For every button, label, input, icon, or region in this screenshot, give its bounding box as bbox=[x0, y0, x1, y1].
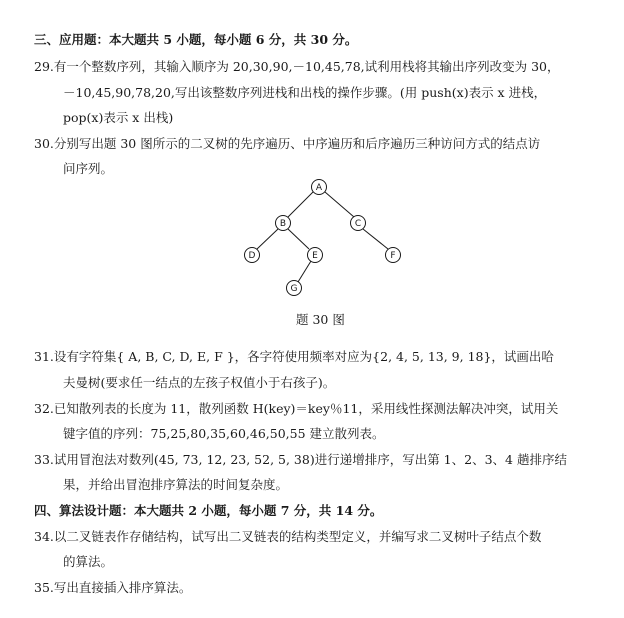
question-30-line-2: 问序列。 bbox=[63, 161, 114, 176]
question-29-line-2: －10,45,90,78,20,写出该整数序列进栈和出栈的操作步骤。(用 push(x)表示 x 进栈， bbox=[63, 85, 547, 100]
binary-tree-figure bbox=[230, 178, 430, 303]
question-33-line-1: 33.试用冒泡法对数列(45, 73, 12, 23, 52, 5, 38)进行递增排序，写出第 1、2、3、4 趟排序结 bbox=[34, 452, 567, 467]
tree-node-c bbox=[351, 216, 366, 231]
figure-caption: 题 30 图 bbox=[296, 312, 345, 327]
tree-node-e-label: E bbox=[312, 251, 318, 262]
question-30-line-1: 30.分别写出题 30 图所示的二叉树的先序遍历、中序遍历和后序遍历三种访问方式的结点访 bbox=[34, 136, 541, 151]
tree-edge-b-e bbox=[288, 229, 309, 249]
tree-node-f-label: F bbox=[390, 251, 396, 262]
tree-edge-b-d bbox=[257, 229, 278, 249]
tree-node-e bbox=[308, 248, 323, 263]
tree-node-c-label: C bbox=[354, 219, 362, 230]
tree-edge-a-c bbox=[325, 192, 354, 217]
tree-node-b bbox=[276, 216, 291, 231]
tree-edge-e-g bbox=[298, 261, 311, 282]
tree-node-f bbox=[386, 248, 401, 263]
tree-node-d bbox=[245, 248, 260, 263]
tree-node-a-label: A bbox=[315, 183, 323, 194]
tree-edge-a-b bbox=[288, 192, 313, 217]
question-33-line-2: 果，并给出冒泡排序算法的时间复杂度。 bbox=[63, 477, 289, 492]
tree-node-b-label: B bbox=[279, 219, 287, 230]
tree-node-g bbox=[287, 281, 302, 296]
section-4-heading: 四、算法设计题：本大题共 2 小题，每小题 7 分，共 14 分。 bbox=[34, 503, 383, 518]
tree-node-d-label: D bbox=[248, 251, 256, 262]
question-31-line-1: 31.设有字符集{ A, B, C, D, E, F }，各字符使用频率对应为{2, 4, 5, 13, 9, 18}，试画出哈 bbox=[34, 349, 554, 364]
section-3-heading: 三、应用题：本大题共 5 小题，每小题 6 分，共 30 分。 bbox=[34, 32, 358, 47]
question-32-line-2: 键字值的序列：75,25,80,35,60,46,50,55 建立散列表。 bbox=[63, 426, 385, 441]
tree-node-a bbox=[312, 180, 327, 195]
tree-node-g-label: G bbox=[290, 284, 298, 295]
question-34-line-2: 的算法。 bbox=[63, 554, 114, 569]
question-35-line-1: 35.写出直接插入排序算法。 bbox=[34, 580, 192, 595]
question-32-line-1: 32.已知散列表的长度为 11，散列函数 H(key)＝key％11，采用线性探测法解决冲突，试用关 bbox=[34, 401, 559, 416]
question-34-line-1: 34.以二叉链表作存储结构，试写出二叉链表的结构类型定义，并编写求二叉树叶子结点个数 bbox=[34, 529, 542, 544]
tree-edge-c-f bbox=[363, 229, 388, 249]
question-31-line-2: 夫曼树(要求任一结点的左孩子权值小于右孩子)。 bbox=[63, 375, 336, 390]
question-29-line-3: pop(x)表示 x 出栈) bbox=[63, 110, 174, 125]
question-29-line-1: 29.有一个整数序列，其输入顺序为 20,30,90,－10,45,78,试利用栈将其输出序列改变为 30， bbox=[34, 59, 560, 74]
